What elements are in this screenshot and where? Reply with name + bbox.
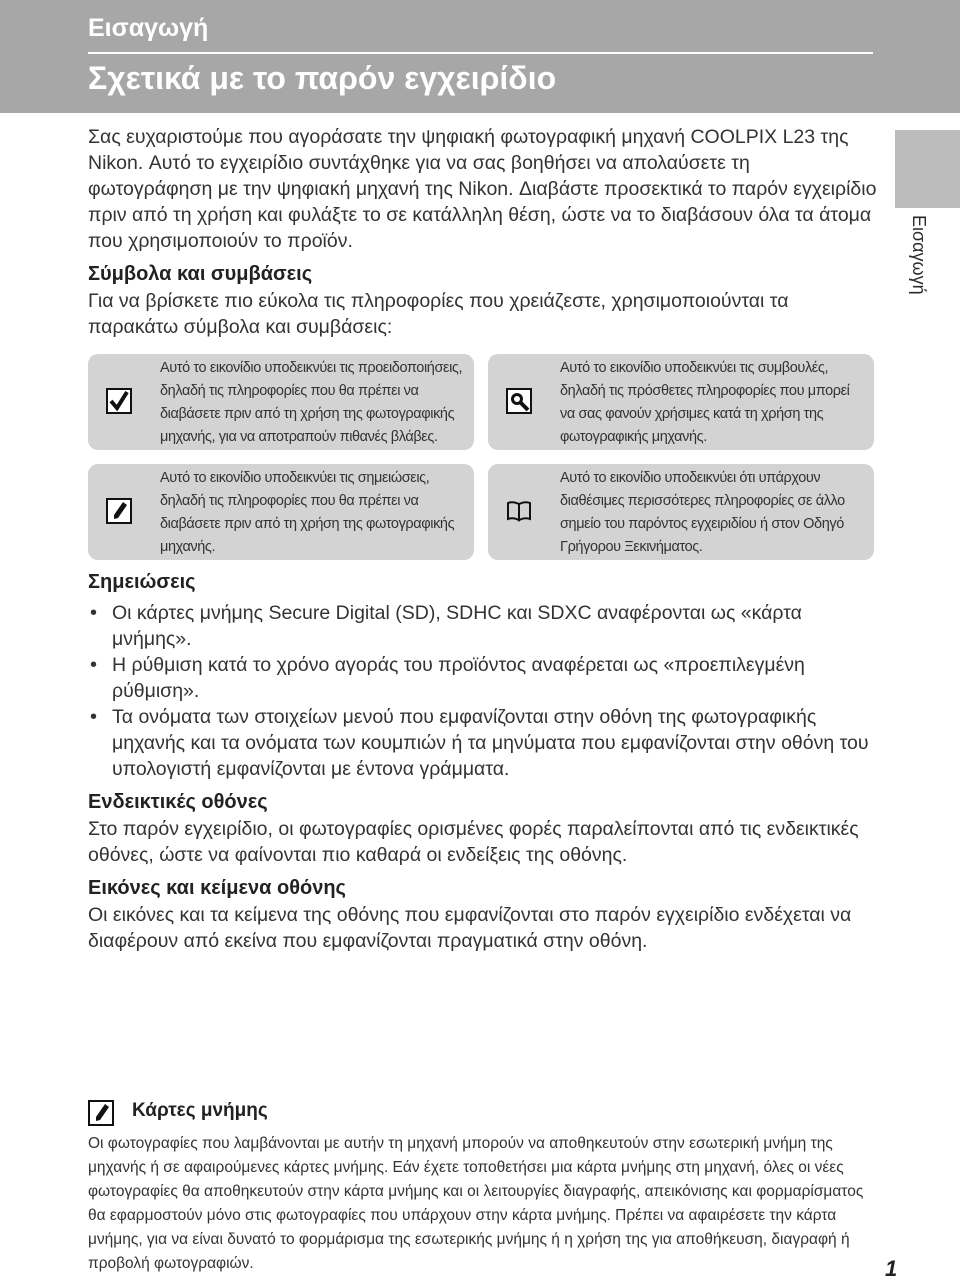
symbols-grid	[88, 354, 878, 560]
section-title: Εισαγωγή	[88, 14, 209, 42]
main-content	[88, 124, 878, 954]
symbol-box-reference	[488, 464, 874, 560]
symbol-box-tip	[488, 354, 874, 450]
symbol-box-text: Αυτό το εικονίδιο υποδεικνύει τις προειδοποιήσεις, δηλαδή τις πληροφορίες που θα πρέπει να διαβάσετε πριν από τη χρήση της φωτογραφικής μηχανής, για να αποτραπούν πιθανές βλάβες.	[160, 360, 463, 445]
bullet: •	[90, 706, 98, 728]
notes-list	[88, 600, 878, 782]
chapter-tab	[895, 130, 960, 208]
screens-text: Στο παρόν εγχειρίδιο, οι φωτογραφίες ορισμένες φορές παραλείπονται από τις ενδεικτικές οθόνες, ώστε να φαίνονται πιο καθαρά οι ενδείξεις της οθόνης.	[88, 818, 859, 866]
list-item	[88, 652, 878, 704]
symbols-heading: Σύμβολα και συμβάσεις	[88, 263, 313, 285]
symbols-text: Για να βρίσκετε πιο εύκολα τις πληροφορίες που χρειάζεστε, χρησιμοποιούνται τα παρακάτω σύμβολα και συμβάσεις:	[88, 290, 789, 338]
chapter-tab-label: Εισαγωγή	[909, 215, 929, 295]
symbol-box-caution	[88, 354, 474, 450]
bullet: •	[90, 654, 98, 676]
page-title: Σχετικά με το παρόν εγχειρίδιο	[88, 60, 557, 96]
bullet: •	[90, 602, 98, 624]
list-item	[88, 704, 878, 782]
book-reference-icon	[506, 498, 532, 524]
symbol-box-text: Αυτό το εικονίδιο υποδεικνύει τις σημειώσεις, δηλαδή τις πληροφορίες που θα πρέπει να διαβάσετε πριν από τη χρήση της φωτογραφικής μηχανής.	[160, 470, 455, 555]
note-pen-icon	[88, 1100, 114, 1126]
list-item	[88, 600, 878, 652]
note-pen-icon	[106, 498, 132, 524]
images-text: Οι εικόνες και τα κείμενα της οθόνης που εμφανίζονται στο παρόν εγχειρίδιο ενδέχεται να διαφέρουν από εκείνα που εμφανίζονται πραγματικά στην οθόνη.	[88, 904, 852, 952]
symbol-box-note	[88, 464, 474, 560]
caution-check-icon	[106, 388, 132, 414]
intro-paragraph: Σας ευχαριστούμε που αγοράσατε την ψηφιακή φωτογραφική μηχανή COOLPIX L23 της Nikon. Αυτό το εγχειρίδιο συντάχθηκε για να σας βοηθήσει να απολαύσετε τη φωτογράφηση με την ψηφιακή μηχανή της Nikon. Διαβάστε προσεκτικά το παρόν εγχειρίδιο πριν από τη χρήση και φυλάξτε το σε κατάλληλη θέση, ώστε να το διαβάσουν όλα τα άτομα που χρησιμοποιούν το προϊόν.	[88, 126, 877, 252]
images-heading: Εικόνες και κείμενα οθόνης	[88, 877, 346, 899]
header-rule	[88, 52, 873, 54]
memory-cards-title: Κάρτες μνήμης	[132, 1100, 268, 1121]
symbol-box-text: Αυτό το εικονίδιο υποδεικνύει ότι υπάρχουν διαθέσιμες περισσότερες πληροφορίες σε άλλο σημείο του παρόντος εγχειριδίου ή στον Οδηγό Γρήγορου Ξεκινήματος.	[560, 470, 845, 555]
page-number: 1	[885, 1256, 898, 1281]
note-text: Η ρύθμιση κατά το χρόνο αγοράς του προϊόντος αναφέρεται ως «προεπιλεγμένη ρύθμιση».	[112, 654, 805, 702]
page-header	[0, 0, 960, 113]
note-text: Οι κάρτες μνήμης Secure Digital (SD), SDHC και SDXC αναφέρονται ως «κάρτα μνήμης».	[112, 602, 802, 650]
symbol-box-text: Αυτό το εικονίδιο υποδεικνύει τις συμβουλές, δηλαδή τις πρόσθετες πληροφορίες που μπορεί να σας φανούν χρήσιμες κατά τη χρήση της φωτογραφικής μηχανής.	[560, 360, 850, 445]
memory-cards-text: Οι φωτογραφίες που λαμβάνονται με αυτήν τη μηχανή μπορούν να αποθηκευτούν στην εσωτερική μνήμη της μηχανής ή σε αφαιρούμενες κάρτες μνήμης. Εάν έχετε τοποθετήσει μια κάρτα μνήμης στη μηχανή, όλες οι νέες φωτογραφίες θα αποθηκευτούν στην κάρτα μνήμης και οι λειτουργίες διαγραφής, απεικόνισης και φορμαρίσματος θα εφαρμοστούν μόνο στις φωτογραφίες που υπάρχουν στην κάρτα μνήμης. Πρέπει να αφαιρέσετε την κάρτα μνήμης, για να είναι δυνατό το φορμάρισμα της εσωτερικής μνήμης ή η χρήση της για αποθήκευση, διαγραφή ή προβολή φωτογραφιών.	[88, 1135, 864, 1272]
note-text: Τα ονόματα των στοιχείων μενού που εμφανίζονται στην οθόνη της φωτογραφικής μηχανής και τα ονόματα των κουμπιών ή τα μηνύματα που εμφανίζονται στην οθόνη του υπολογιστή εμφανίζονται με έντονα γράμματα.	[112, 706, 869, 780]
memory-cards-section	[88, 1098, 878, 1276]
tip-magnifier-icon	[506, 388, 532, 414]
notes-heading: Σημειώσεις	[88, 571, 196, 593]
memory-cards-header	[88, 1098, 878, 1128]
screens-heading: Ενδεικτικές οθόνες	[88, 791, 268, 813]
